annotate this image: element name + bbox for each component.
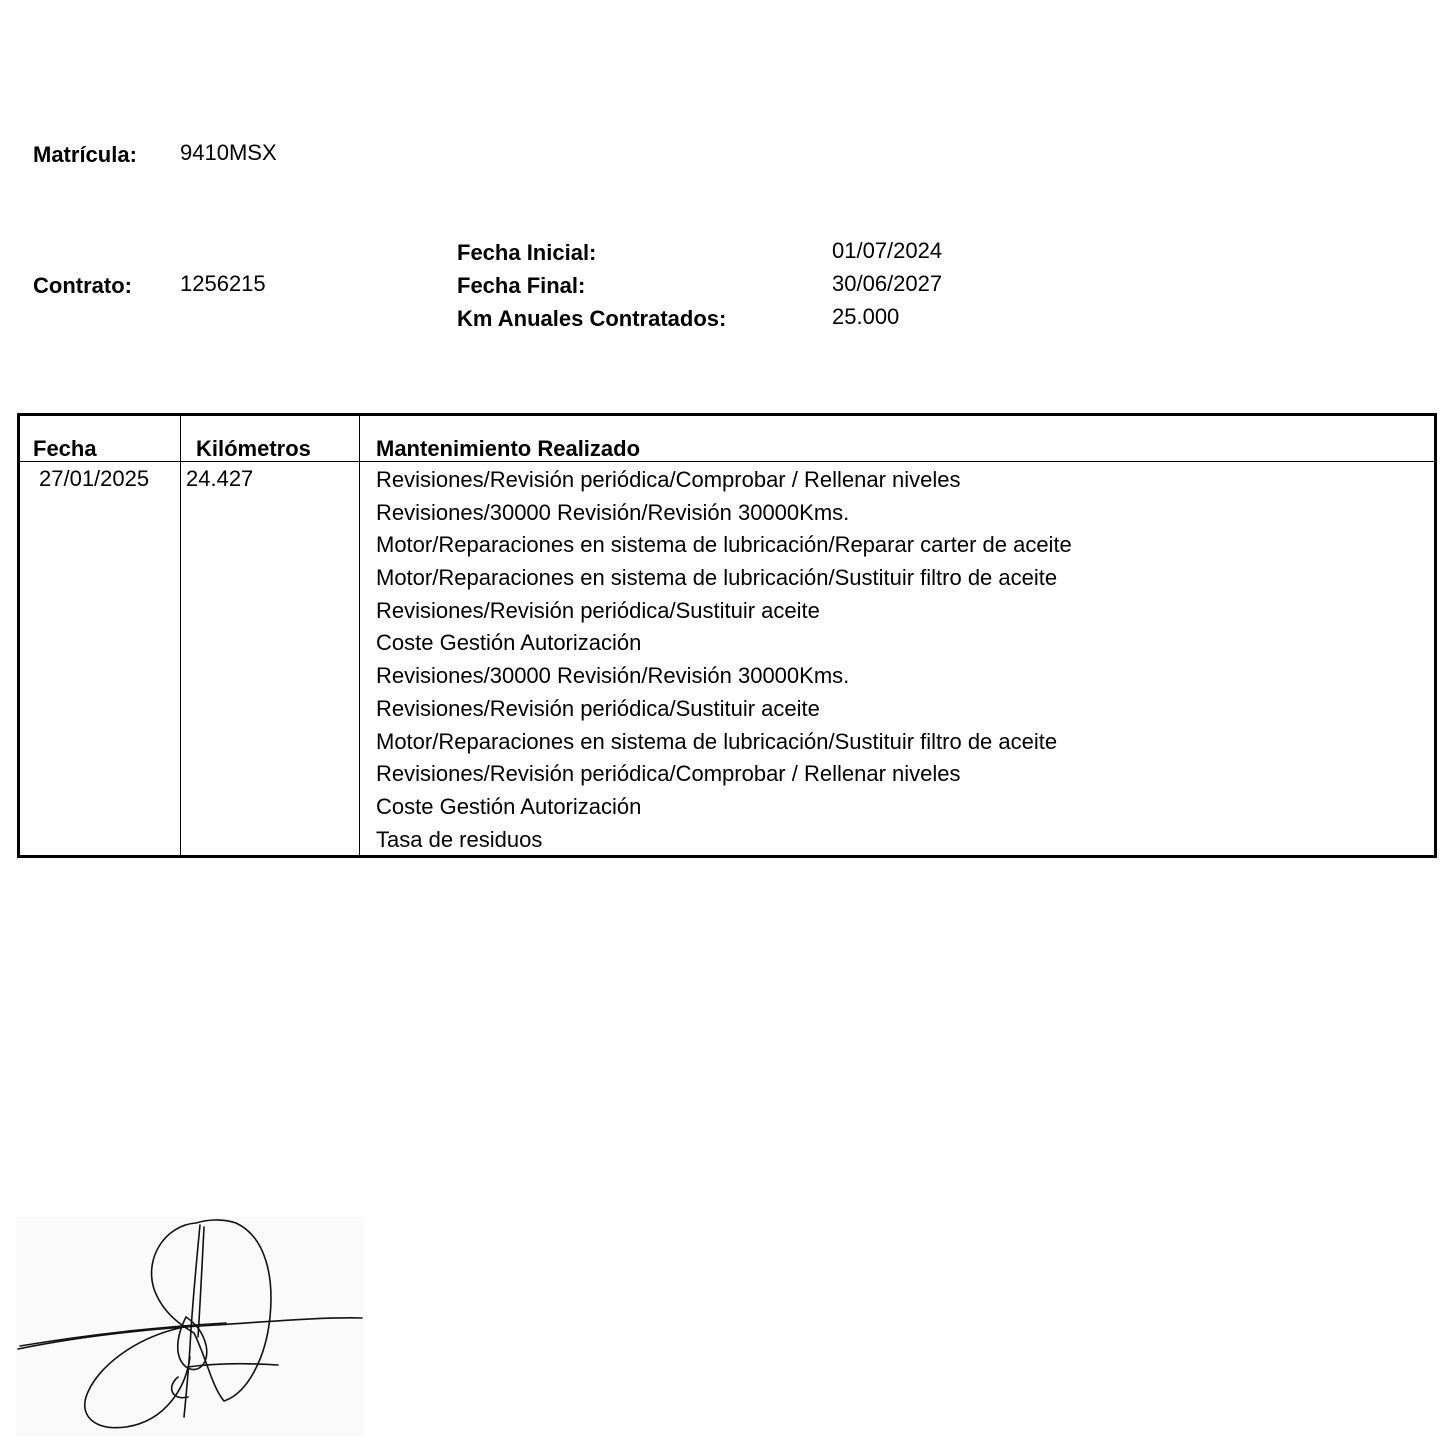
maintenance-item: Tasa de residuos: [376, 826, 543, 852]
maintenance-item: Motor/Reparaciones en sistema de lubricación/Sustituir filtro de aceite: [376, 565, 1058, 591]
maintenance-table: [17, 413, 1437, 858]
contrato-value: 1256215: [180, 271, 266, 296]
maintenance-item: Revisiones/Revisión periódica/Sustituir aceite: [376, 597, 820, 623]
maintenance-list: [376, 464, 1072, 856]
matricula-label: Matrícula:: [33, 142, 137, 167]
fecha-inicial-value: 01/07/2024: [832, 238, 943, 263]
maintenance-item: Revisiones/30000 Revisión/Revisión 30000Kms.: [376, 663, 850, 689]
column-divider: [359, 413, 360, 855]
header-mantenimiento: Mantenimiento Realizado: [376, 436, 641, 461]
km-anuales-label: Km Anuales Contratados:: [457, 306, 727, 331]
maintenance-item: Coste Gestión Autorización: [376, 630, 642, 656]
maintenance-item: Motor/Reparaciones en sistema de lubricación/Reparar carter de aceite: [376, 532, 1072, 558]
matricula-value: 9410MSX: [180, 140, 277, 165]
maintenance-item: Revisiones/Revisión periódica/Comprobar / Rellenar niveles: [376, 467, 961, 492]
contrato-label: Contrato:: [33, 273, 132, 298]
header-fecha: Fecha: [33, 436, 97, 461]
header-kilometros: Kilómetros: [196, 436, 311, 461]
maintenance-item: Motor/Reparaciones en sistema de lubricación/Sustituir filtro de aceite: [376, 728, 1058, 754]
fecha-final-label: Fecha Final:: [457, 273, 586, 298]
fecha-inicial-label: Fecha Inicial:: [457, 240, 597, 265]
row-fecha: 27/01/2025: [39, 466, 150, 491]
maintenance-item: Coste Gestión Autorización: [376, 793, 642, 819]
maintenance-item: Revisiones/30000 Revisión/Revisión 30000Kms.: [376, 499, 850, 525]
column-divider: [180, 413, 181, 855]
fecha-final-value: 30/06/2027: [832, 271, 943, 296]
maintenance-item: Revisiones/Revisión periódica/Sustituir aceite: [376, 695, 820, 721]
km-anuales-value: 25.000: [832, 304, 900, 329]
row-kilometros: 24.427: [186, 466, 254, 491]
signature-icon: [16, 1217, 364, 1436]
maintenance-item: Revisiones/Revisión periódica/Comprobar / Rellenar niveles: [376, 761, 961, 787]
